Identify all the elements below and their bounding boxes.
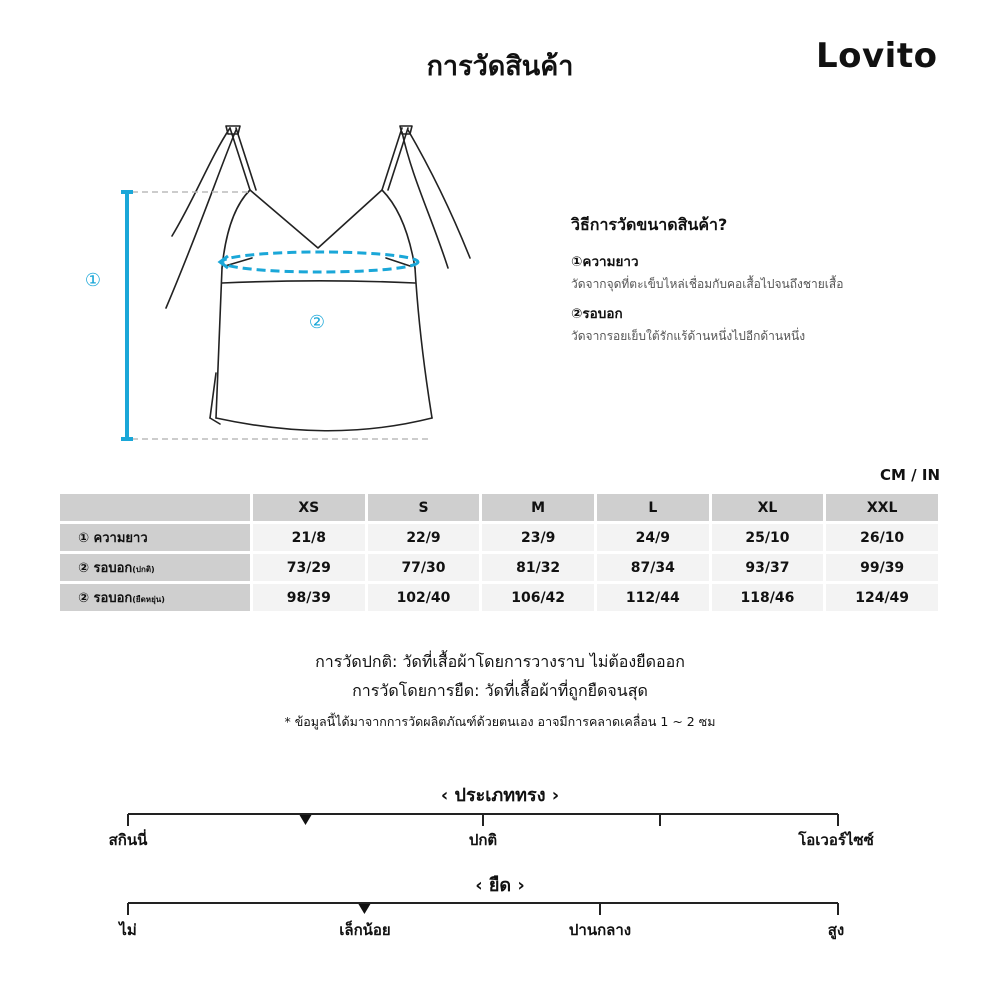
table-cell: 99/39 xyxy=(826,554,938,581)
guide-length-title: ①ความยาว xyxy=(571,254,639,270)
table-header-row xyxy=(60,494,938,521)
guide-length-desc: วัดจากจุดที่ตะเข็บไหล่เชื่อมกับคอเสื้อไปจนถึงชายเสื้อ xyxy=(571,277,844,291)
table-cell: 25/10 xyxy=(712,524,824,551)
guide-heading: วิธีการวัดขนาดสินค้า? xyxy=(571,215,728,234)
table-cell: 23/9 xyxy=(482,524,594,551)
fit-label-regular: ปกติ xyxy=(468,831,498,849)
page-title: การวัดสินค้า xyxy=(426,51,574,82)
bust-marker: ② xyxy=(308,312,326,333)
row-label-text: ② รอบอก xyxy=(78,561,133,576)
table-cell: 93/37 xyxy=(712,554,824,581)
length-marker: ① xyxy=(84,270,102,291)
column-header: XXL xyxy=(826,494,938,521)
size-table xyxy=(57,491,941,614)
table-cell: 26/10 xyxy=(826,524,938,551)
stretch-scale-bar xyxy=(0,897,1000,917)
table-cell: 24/9 xyxy=(597,524,709,551)
table-cell: 112/44 xyxy=(597,584,709,611)
brand-logo: Lovito xyxy=(816,36,938,76)
table-cell: 77/30 xyxy=(368,554,480,581)
stretch-label-high: สูง xyxy=(827,921,845,939)
table-cell: 81/32 xyxy=(482,554,594,581)
row-label-text: ① ความยาว xyxy=(78,531,148,546)
table-cell: 87/34 xyxy=(597,554,709,581)
column-header: S xyxy=(368,494,480,521)
row-label-suffix: (ปกติ) xyxy=(132,565,155,574)
row-label xyxy=(60,554,250,581)
length-indicator xyxy=(121,192,133,439)
column-header: L xyxy=(597,494,709,521)
table-cell: 106/42 xyxy=(482,584,594,611)
guide-bust-title: ②รอบอก xyxy=(571,306,623,322)
note-disclaimer: * ข้อมูลนี้ได้มาจากการวัดผลิตภัณฑ์ด้วยตนเอง อาจมีการคลาดเคลื่อน 1 ~ 2 ซม xyxy=(284,714,716,729)
table-cell: 118/46 xyxy=(712,584,824,611)
table-corner xyxy=(60,494,250,521)
measurement-notes xyxy=(0,650,1000,732)
table-cell: 98/39 xyxy=(253,584,365,611)
stretch-indicator-icon xyxy=(358,904,370,914)
fit-indicator-icon xyxy=(300,815,312,825)
fit-scale-bar xyxy=(0,808,1000,828)
stretch-label-none: ไม่ xyxy=(119,921,137,939)
row-label-text: ② รอบอก xyxy=(78,591,133,606)
stretch-scale-title: ‹ ยืด › xyxy=(475,875,525,896)
note-stretch: การวัดโดยการยืด: วัดที่เสื้อผ้าที่ถูกยืดจนสุด xyxy=(352,681,648,700)
measurement-guide xyxy=(571,213,971,354)
row-label xyxy=(60,584,250,611)
column-header: XS xyxy=(253,494,365,521)
column-header: M xyxy=(482,494,594,521)
unit-label: CM / IN xyxy=(880,466,940,484)
row-label-suffix: (ยืดหยุ่น) xyxy=(132,595,165,604)
column-header: XL xyxy=(712,494,824,521)
table-cell: 124/49 xyxy=(826,584,938,611)
table-cell: 22/9 xyxy=(368,524,480,551)
table-row xyxy=(60,524,938,551)
table-cell: 73/29 xyxy=(253,554,365,581)
stretch-label-slight: เล็กน้อย xyxy=(339,921,391,939)
garment-diagram xyxy=(60,118,500,458)
table-row xyxy=(60,584,938,611)
fit-scale-title: ‹ ประเภททรง › xyxy=(440,785,560,806)
bust-indicator xyxy=(220,252,418,272)
table-row xyxy=(60,554,938,581)
stretch-label-medium: ปานกลาง xyxy=(568,921,632,939)
fit-label-oversize: โอเวอร์ไซซ์ xyxy=(798,831,874,849)
fit-label-skinny: สกินนี่ xyxy=(108,831,148,849)
table-cell: 102/40 xyxy=(368,584,480,611)
note-normal: การวัดปกติ: วัดที่เสื้อผ้าโดยการวางราบ ไม่ต้องยืดออก xyxy=(315,652,685,671)
table-cell: 21/8 xyxy=(253,524,365,551)
row-label xyxy=(60,524,250,551)
guide-bust-desc: วัดจากรอยเย็บใต้รักแร้ด้านหนึ่งไปอีกด้านหนึ่ง xyxy=(571,329,806,343)
